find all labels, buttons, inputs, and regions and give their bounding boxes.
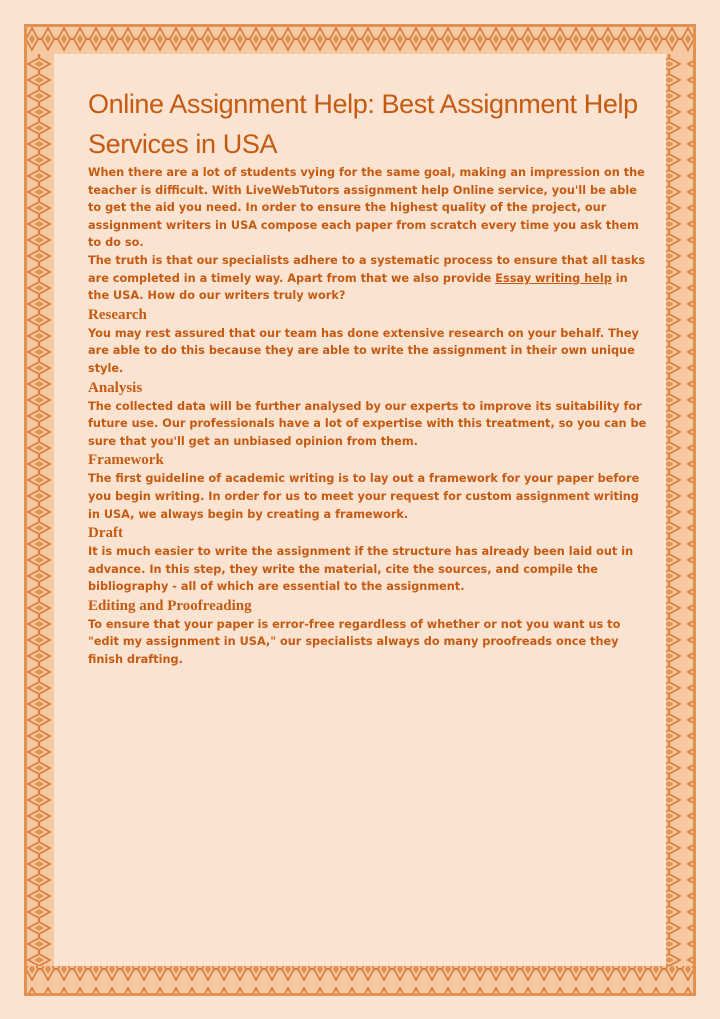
section-text-framework: The first guideline of academic writing is to lay out a framework for your paper before you begin writing. In order for us to meet your request for custom assignment writing in USA, we always begin by creating a framework.: [88, 472, 640, 521]
process-paragraph-text-end: in the USA. How do our writers truly work?: [88, 271, 628, 303]
page-title: Online Assignment Help: Best Assignment Help Services in USA: [88, 89, 638, 159]
section-text-analysis: The collected data will be further analysed by our experts to improve its suitability for future use. Our professionals have a lot of expertise with this treatment, so you can be sure that you'll get an unbiased opinion from them.: [88, 399, 647, 448]
section-heading-editing: Editing and Proofreading: [88, 597, 252, 614]
section-text-editing: To ensure that your paper is error-free regardless of whether or not you want us to "edit my assignment in USA," our specialists always do many proofreads once they finish drafting.: [88, 617, 621, 667]
section-text-research: You may rest assured that our team has done extensive research on your behalf. They are able to do this because they are able to write the assignment in their own unique style.: [88, 326, 639, 375]
decorative-border-bottom: [24, 966, 696, 996]
decorative-border-top: [24, 24, 696, 54]
process-paragraph: [88, 252, 648, 305]
section-heading-research: Research: [88, 306, 147, 323]
section-heading-framework: Framework: [88, 452, 164, 469]
decorative-border-right: [666, 24, 696, 996]
document-content: [88, 84, 648, 669]
section-heading-analysis: Analysis: [88, 379, 143, 396]
decorative-border-left: [24, 24, 54, 996]
essay-writing-help-link[interactable]: Essay writing help: [495, 271, 612, 285]
section-heading-draft: Draft: [88, 525, 123, 542]
intro-paragraph: When there are a lot of students vying for the same goal, making an impression on the teacher is difficult. With LiveWebTutors assignment help Online service, you'll be able to get the aid you need. In order to ensure the highest quality of the project, our assignment writers in USA compose each paper from scratch every time you ask them to do so.: [88, 166, 645, 250]
section-text-draft: It is much easier to write the assignment if the structure has already been laid out in advance. In this step, they write the material, cite the sources, and compile the bibliography - all of which are essential to the assignment.: [88, 545, 634, 594]
process-paragraph-text-start: The truth is that our specialists adhere to a systematic process to ensure that all tasks are completed in a timely way. Apart from that we also provide: [88, 253, 646, 285]
